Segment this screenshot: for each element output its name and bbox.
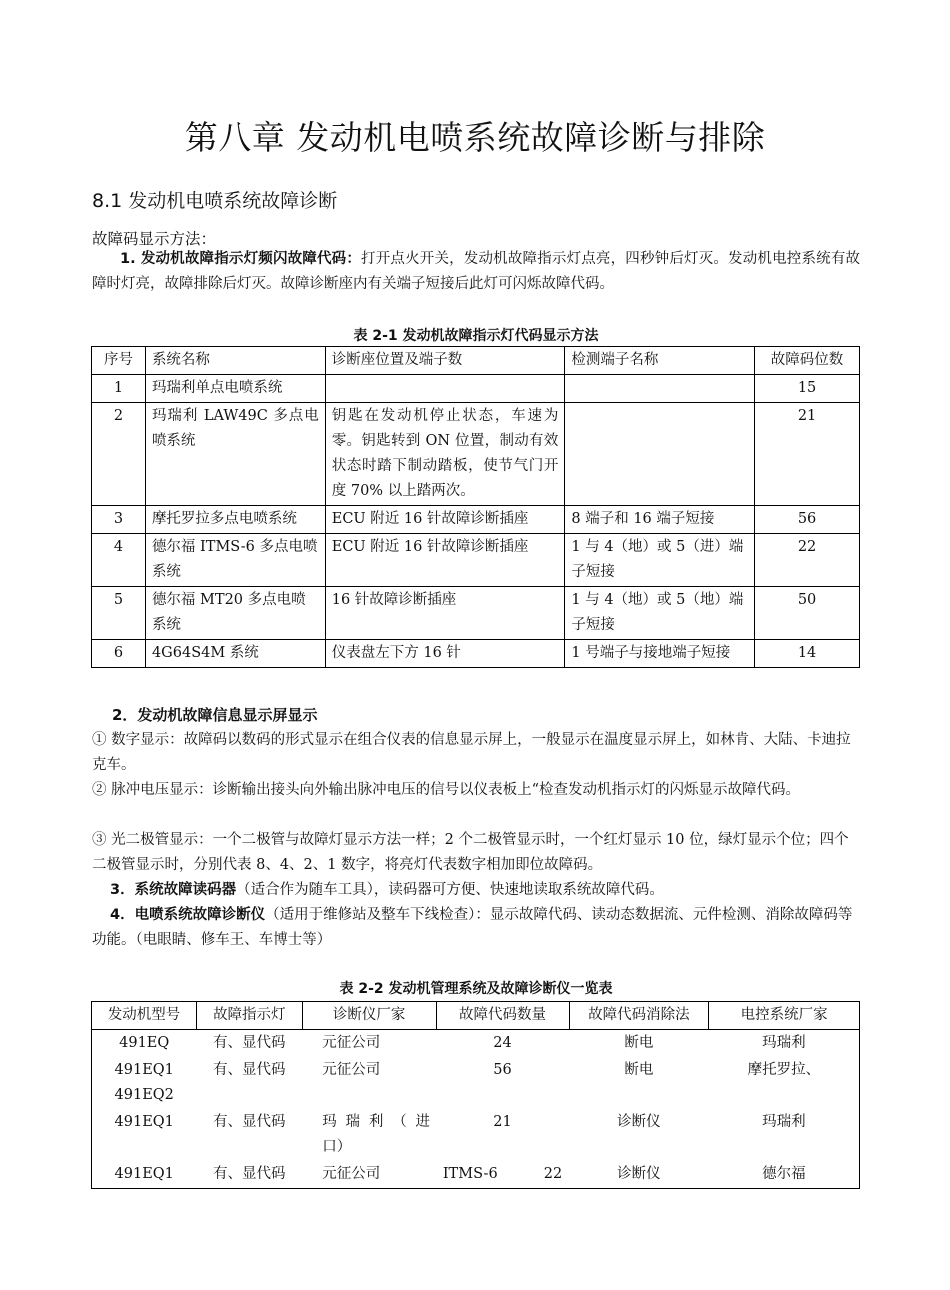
table-header-cell: 诊断仪厂家 xyxy=(302,1002,436,1030)
table-cell: 491EQ xyxy=(92,1030,197,1058)
item4-text: ：显示故障代码、读动态数据流、元件检测、消除故障码等功能。（电眼睛、修车王、车博士等） xyxy=(92,907,853,948)
table-cell: 德尔福 ITMS-6 多点电喷系统 xyxy=(145,534,325,587)
bullet-pulse: ② 脉冲电压显示：诊断输出接头向外输出脉冲电压的信号以仪表板上“检查发动机指示灯的闪烁显示故障代码。 xyxy=(92,782,801,798)
chapter-title: 第八章 发动机电喷系统故障诊断与排除 xyxy=(184,118,766,157)
table-cell: 8 端子和 16 端子短接 xyxy=(565,506,755,534)
table-cell: 50 xyxy=(755,587,860,640)
table-row xyxy=(92,1109,860,1161)
table-row xyxy=(92,587,860,640)
table-cell: 断电 xyxy=(624,1062,654,1078)
table-cell: 21 xyxy=(493,1114,512,1130)
table-cell: 22 xyxy=(755,534,860,587)
table-cell: 元征公司 xyxy=(302,1161,436,1189)
table-cell: 钥匙在发动机停止状态，车速为零。钥匙转到 ON 位置，制动有效状态时踏下制动踏板，使节气门开度 70% 以上踏两次。 xyxy=(325,403,565,506)
table-header-cell: 故障指示灯 xyxy=(196,1002,302,1030)
table-row xyxy=(92,534,860,587)
item1-text: 打开点火开关，发动机故障指示灯点亮，四秒钟后灯灭。发动机电控系统有故障时灯亮，故障排除后灯灭。故障诊断座内有关端子短接后此灯可闪烁故障代码。 xyxy=(92,251,860,292)
table-row xyxy=(92,1057,860,1109)
table-cell: 断电 xyxy=(624,1035,654,1051)
table-cell: 4 xyxy=(92,534,146,587)
table1-caption: 表 2-1 发动机故障指示灯代码显示方法 xyxy=(353,328,599,344)
table-cell: 56 xyxy=(493,1062,512,1078)
table-cell: 玛瑞利 xyxy=(709,1030,860,1058)
table-cell: ECU 附近 16 针故障诊断插座 xyxy=(325,506,565,534)
table-header-cell: 检测端子名称 xyxy=(565,347,755,375)
table-header-cell: 故障码位数 xyxy=(755,347,860,375)
item1-label: 1. 发动机故障指示灯频闪故障代码： xyxy=(120,251,362,267)
table-cell: 有、显代码 xyxy=(196,1161,302,1189)
table-cell: 491EQ1 491EQ2 xyxy=(92,1057,197,1109)
table-header-cell: 电控系统厂家 xyxy=(709,1002,860,1030)
table-cell: 诊断仪 xyxy=(569,1161,709,1189)
table-cell: 3 xyxy=(92,506,146,534)
item3-text: ，读码器可方便、快速地读取系统故障代码。 xyxy=(373,882,664,898)
table-cell: 15 xyxy=(755,375,860,403)
item4-label: 4．电喷系统故障诊断仪 xyxy=(110,907,266,923)
table-cell: 1 xyxy=(92,375,146,403)
table-cell: 4G64S4M 系统 xyxy=(145,640,325,668)
table1 xyxy=(91,346,860,668)
table-row xyxy=(92,1161,860,1189)
table2 xyxy=(91,1001,860,1189)
table-cell: 元征公司 xyxy=(322,1035,381,1051)
table-row xyxy=(92,375,860,403)
table-cell: 玛瑞利 LAW49C 多点电喷系统 xyxy=(145,403,325,506)
table-cell: 诊断仪 xyxy=(617,1114,661,1130)
table-header-cell: 诊断座位置及端子数 xyxy=(325,347,565,375)
table-cell: 1 号端子与接地端子短接 xyxy=(565,640,755,668)
table-cell: 德尔福 xyxy=(709,1161,860,1189)
section-heading: 8.1 发动机电喷系统故障诊断 xyxy=(92,190,338,212)
table-row xyxy=(92,1030,860,1058)
item4-paren: （适用于维修站及整车下线检查） xyxy=(265,907,476,923)
item2-heading: 2．发动机故障信息显示屏显示 xyxy=(112,706,318,724)
table-cell: 24 xyxy=(493,1035,512,1051)
table-cell: ECU 附近 16 针故障诊断插座 xyxy=(325,534,565,587)
table2-caption: 表 2-2 发动机管理系统及故障诊断仪一览表 xyxy=(339,981,613,997)
table-cell: 1 与 4（地）或 5（地）端子短接 xyxy=(565,587,755,640)
item3-paragraph xyxy=(92,878,860,903)
table-header-cell: 序号 xyxy=(92,347,146,375)
subheading: 故障码显示方法： xyxy=(92,230,217,248)
table-cell: 56 xyxy=(755,506,860,534)
table-cell: 5 xyxy=(92,587,146,640)
table-cell: 摩托罗拉多点电喷系统 xyxy=(145,506,325,534)
table-cell: 21 xyxy=(755,403,860,506)
bullet-digital: ① 数字显示：故障码以数码的形式显示在组合仪表的信息显示屏上，一般显示在温度显示屏上，如林肯、大陆、卡迪拉克车。 xyxy=(92,732,851,773)
item3-paren: （适合作为随车工具） xyxy=(236,882,374,898)
table-cell: 有、显代码 xyxy=(213,1114,286,1130)
table-cell: 16 针故障诊断插座 xyxy=(325,587,565,640)
table-cell: 491EQ1 xyxy=(92,1109,197,1161)
table-cell: 14 xyxy=(755,640,860,668)
table-cell: 德尔福 MT20 多点电喷系统 xyxy=(145,587,325,640)
table-cell xyxy=(325,375,565,403)
table-header-cell: 故障代码数量 xyxy=(436,1002,569,1030)
table-header-row xyxy=(92,347,860,375)
table-header-cell: 发动机型号 xyxy=(92,1002,197,1030)
table-cell: 1 与 4（地）或 5（进）端子短接 xyxy=(565,534,755,587)
table-cell: 元征公司 xyxy=(322,1062,381,1078)
table-header-cell: 故障代码消除法 xyxy=(569,1002,709,1030)
item4-paragraph xyxy=(92,903,860,953)
item1-paragraph xyxy=(92,247,860,297)
table-header-cell: 系统名称 xyxy=(145,347,325,375)
table-header-row xyxy=(92,1002,860,1030)
table-cell xyxy=(565,403,755,506)
table-cell: 6 xyxy=(92,640,146,668)
item3-label: 3．系统故障读码器 xyxy=(110,882,237,898)
table-cell: 玛瑞利 xyxy=(709,1109,860,1161)
table-cell: 有、显代码 xyxy=(213,1062,286,1078)
table-cell: 玛 瑞 利 （ 进口） xyxy=(322,1114,431,1155)
table-cell: 玛瑞利单点电喷系统 xyxy=(145,375,325,403)
table-cell: 有、显代码 xyxy=(213,1035,286,1051)
table-cell: ITMS-6 22 xyxy=(436,1161,569,1189)
table-row xyxy=(92,640,860,668)
table-cell: 摩托罗拉、 xyxy=(709,1057,860,1109)
table-row xyxy=(92,403,860,506)
table-cell: 491EQ1 xyxy=(92,1161,197,1189)
table-cell: 仪表盘左下方 16 针 xyxy=(325,640,565,668)
bullet-diode: ③ 光二极管显示：一个二极管与故障灯显示方法一样；2 个二极管显示时，一个红灯显示 10 位，绿灯显示个位；四个二极管显示时，分别代表 8、4、2、1 数字，将亮灯代表数字相加即位故障码。 xyxy=(92,832,849,873)
table-cell xyxy=(565,375,755,403)
table-row xyxy=(92,506,860,534)
table-cell: 2 xyxy=(92,403,146,506)
